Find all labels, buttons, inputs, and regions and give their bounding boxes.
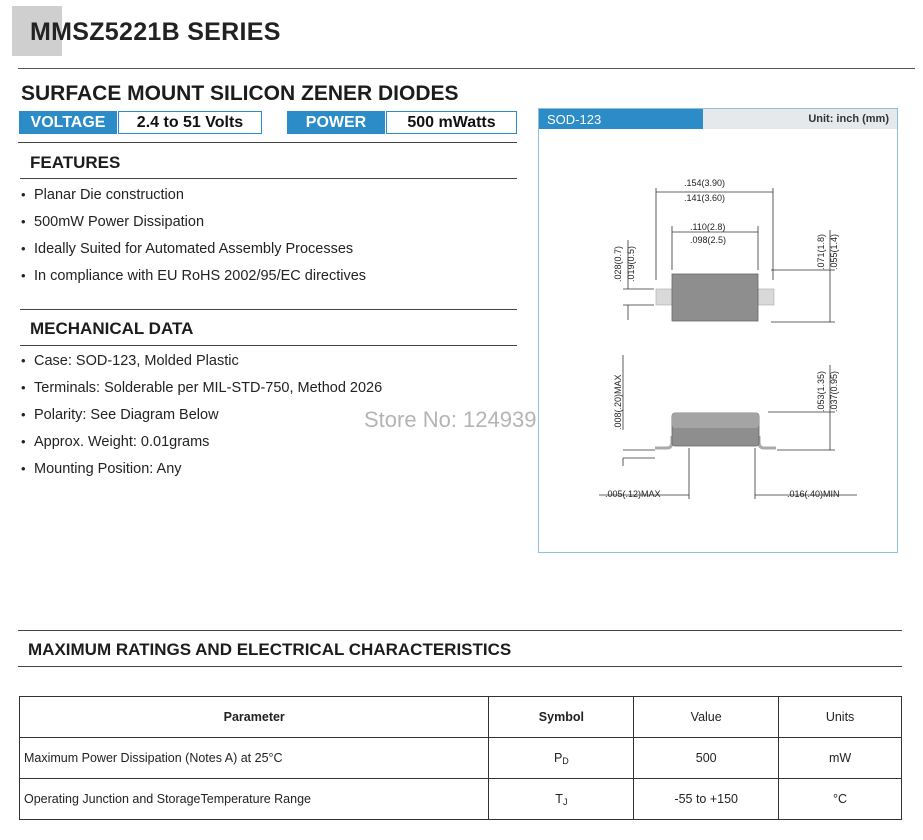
cell-units: mW: [779, 738, 902, 779]
power-value: 500 mWatts: [386, 111, 517, 134]
symbol-main: T: [555, 791, 563, 806]
mechanical-text: Mounting Position: Any: [34, 460, 182, 477]
dim-bottom-right: .016(.40)MIN: [787, 489, 840, 499]
table-header-row: [20, 697, 902, 738]
list-item: [19, 181, 366, 208]
dim-width-min: .055(1.4): [829, 233, 839, 270]
lead-left: [656, 289, 672, 305]
mechanical-list: [19, 347, 382, 482]
mechanical-text: Case: SOD-123, Molded Plastic: [34, 352, 239, 369]
cell-symbol: [489, 738, 634, 779]
table-row: [20, 738, 902, 779]
feature-text: Planar Die construction: [34, 186, 184, 203]
mechanical-divider: [20, 345, 517, 346]
side-lead-left: [655, 436, 672, 448]
ratings-divider: [18, 666, 902, 667]
spec-divider: [18, 142, 517, 143]
mechanical-text: Terminals: Solderable per MIL-STD-750, Method 2026: [34, 379, 383, 396]
bullet-icon: •: [21, 241, 26, 256]
feature-text: In compliance with EU RoHS 2002/95/EC directives: [34, 267, 367, 284]
dim-body-max: .110(2.8): [690, 222, 726, 232]
list-item: [19, 428, 382, 455]
package-unit: Unit: inch (mm): [703, 109, 897, 129]
feature-text: Ideally Suited for Automated Assembly Processes: [34, 240, 354, 257]
bullet-icon: •: [21, 214, 26, 229]
list-item: [19, 208, 366, 235]
package-outline-drawing: [539, 130, 897, 550]
list-item: [19, 347, 382, 374]
list-item: [19, 262, 366, 289]
mechanical-heading: MECHANICAL DATA: [30, 319, 194, 338]
series-title: MMSZ5221B SERIES: [30, 18, 281, 46]
mechanical-top-divider: [20, 309, 517, 310]
list-item: [19, 374, 382, 401]
power-label: POWER: [287, 111, 385, 134]
cell-units: °C: [779, 779, 902, 820]
bullet-icon: •: [21, 268, 26, 283]
bullet-icon: •: [21, 407, 26, 422]
features-heading: FEATURES: [30, 153, 121, 172]
dim-overall-max: .154(3.90): [684, 178, 726, 188]
list-item: [19, 235, 366, 262]
cell-symbol: [489, 779, 634, 820]
column-header-units: Units: [779, 697, 902, 738]
column-header-symbol: Symbol: [489, 697, 634, 738]
list-item: [19, 455, 382, 482]
features-list: [19, 181, 366, 289]
side-body-top: [672, 413, 759, 428]
lead-right: [758, 289, 774, 305]
store-watermark: Store No: 124939: [364, 407, 537, 432]
bullet-icon: •: [21, 461, 26, 476]
product-subtitle: SURFACE MOUNT SILICON ZENER DIODES: [21, 82, 459, 105]
dim-lead-w-max: .028(0.7): [613, 245, 623, 282]
table-row: [20, 779, 902, 820]
voltage-label: VOLTAGE: [19, 111, 117, 134]
column-header-value: Value: [634, 697, 779, 738]
ratings-top-divider: [18, 630, 902, 631]
ratings-table: [19, 696, 902, 820]
bullet-icon: •: [21, 187, 26, 202]
package-name: SOD-123: [539, 109, 703, 129]
ratings-heading: MAXIMUM RATINGS AND ELECTRICAL CHARACTERISTICS: [28, 640, 512, 659]
top-view-body: [656, 274, 774, 321]
bullet-icon: •: [21, 380, 26, 395]
cell-parameter: Maximum Power Dissipation (Notes A) at 25°C: [20, 738, 489, 779]
dim-overall-min: .141(3.60): [684, 193, 726, 203]
diode-body: [672, 274, 758, 321]
dim-standoff: .008(.20)MAX: [613, 374, 623, 430]
mechanical-text: Approx. Weight: 0.01grams: [34, 433, 210, 450]
cell-value: 500: [634, 738, 779, 779]
bullet-icon: •: [21, 353, 26, 368]
dim-height-max: .053(1.35): [816, 370, 826, 412]
cell-value: -55 to +150: [634, 779, 779, 820]
dim-body-min: .098(2.5): [690, 235, 727, 245]
symbol-sub: J: [562, 796, 568, 807]
features-divider: [20, 178, 517, 179]
top-divider: [18, 68, 915, 69]
dim-width-max: .071(1.8): [816, 233, 826, 270]
cell-parameter: Operating Junction and StorageTemperature Range: [20, 779, 489, 820]
side-lead-right: [759, 436, 776, 448]
package-header: [539, 109, 897, 129]
symbol-main: P: [553, 750, 563, 765]
dim-lead-w-min: .019(0.5): [626, 245, 636, 282]
dim-height-min: .037(0.95): [829, 370, 839, 412]
voltage-value: 2.4 to 51 Volts: [118, 111, 262, 134]
list-item: [19, 401, 382, 428]
mechanical-text: Polarity: See Diagram Below: [34, 406, 219, 423]
dim-bottom-left: .005(.12)MAX: [605, 489, 661, 499]
column-header-parameter: Parameter: [20, 697, 489, 738]
feature-text: 500mW Power Dissipation: [34, 213, 205, 230]
bullet-icon: •: [21, 434, 26, 449]
symbol-sub: D: [562, 755, 569, 766]
